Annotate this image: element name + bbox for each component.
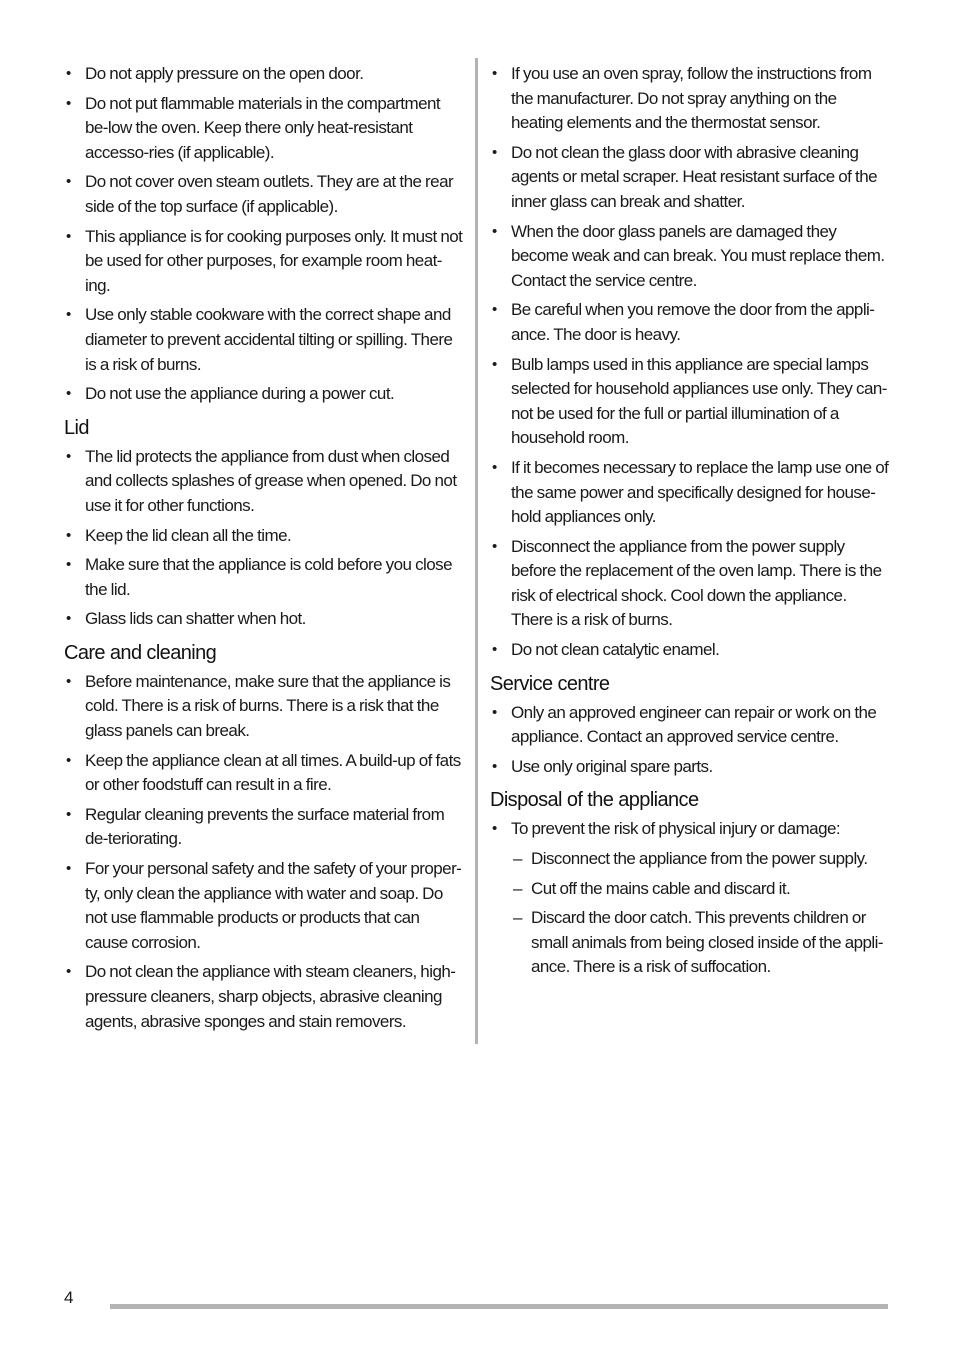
list-item: • This appliance is for cooking purposes only. It must not be used for other purposes, for example room heat-ing. (66, 226, 463, 295)
dash-icon: – (513, 908, 522, 928)
care-list (64, 670, 464, 1034)
bullet-icon: • (66, 751, 71, 769)
bullet-icon: • (66, 610, 71, 628)
sub-list-item: – Discard the door catch. This prevents children or small animals from being closed inside of the appli-ance. There is a risk of suffocation. (513, 908, 883, 977)
left-column (64, 62, 464, 1039)
list-item: • Use only original spare parts. (490, 755, 890, 780)
section-heading-service-centre: Service centre (490, 672, 610, 695)
list-item: • Make sure that the appliance is cold before you close the lid. (66, 555, 453, 599)
sub-list-item: – Cut off the mains cable and discard it. (511, 877, 890, 902)
section-heading-lid: Lid (64, 416, 89, 439)
bullet-icon: • (492, 301, 497, 319)
section-heading-disposal: Disposal of the appliance (490, 789, 699, 812)
list-item: • Glass lids can shatter when hot. (64, 607, 464, 632)
list-item: • Do not cover oven steam outlets. They are at the rear side of the top surface (if applicable). (66, 172, 454, 216)
disposal-sub-list (511, 847, 890, 980)
bullet-icon: • (492, 65, 497, 82)
list-item: • Keep the lid clean all the time. (64, 524, 464, 549)
service-list (490, 701, 890, 780)
sub-list-item: – Disconnect the appliance from the power supply. (511, 847, 890, 872)
footer-rule (110, 1304, 888, 1309)
dash-icon: – (513, 878, 522, 898)
list-item: • When the door glass panels are damaged they become weak and can break. You must replace them. Contact the service centre. (492, 221, 885, 290)
bullet-icon: • (492, 757, 497, 775)
section-heading-care-and-cleaning: Care and cleaning (64, 641, 217, 664)
bullet-icon: • (66, 556, 71, 574)
list-item: • If you use an oven spray, follow the instructions from the manufacturer. Do not spray anything on the heating elements and the thermostat sensor. (492, 64, 872, 133)
bullet-icon: • (66, 963, 71, 981)
list-item: • Only an approved engineer can repair or work on the appliance. Contact an approved service centre. (492, 702, 877, 747)
bullet-icon: • (66, 447, 71, 465)
bullet-icon: • (66, 306, 71, 324)
column-divider (475, 58, 478, 1044)
list-item: • Do not clean the appliance with steam cleaners, high-pressure cleaners, sharp objects, abrasive cleaning agents, abrasive sponges and stain removers. (66, 962, 456, 1031)
bullet-icon: • (492, 222, 497, 240)
list-item: • Keep the appliance clean at all times. A build-up of fats or other foodstuff can result in a fire. (66, 750, 461, 795)
bullet-icon: • (66, 526, 71, 544)
bullet-icon: • (66, 227, 71, 245)
care-continued-list (490, 62, 890, 663)
disposal-list (490, 817, 890, 980)
list-item: • For your personal safety and the safety of your proper-ty, only clean the appliance with water and soap. Do not use flammable products or products that can cause corrosion. (66, 859, 462, 952)
list-item: • Use only stable cookware with the correct shape and diameter to prevent accidental tilting or spilling. There is a risk of burns. (66, 305, 453, 374)
bullet-icon: • (66, 65, 71, 82)
bullet-icon: • (66, 173, 71, 191)
dash-icon: – (513, 849, 522, 869)
list-item: • Regular cleaning prevents the surface material from de-teriorating. (66, 804, 445, 849)
list-item: • Disconnect the appliance from the power supply before the replacement of the oven lamp. There is the risk of electrical shock. Cool down the appliance. There is a risk of burns. (492, 536, 882, 630)
list-item: • Do not clean catalytic enamel. (490, 638, 890, 663)
list-item: • Be careful when you remove the door from the appli-ance. The door is heavy. (492, 300, 875, 344)
list-item: • The lid protects the appliance from dust when closed and collects splashes of grease when opened. Do not use it for other functions. (66, 446, 457, 515)
bullet-icon: • (492, 537, 497, 555)
list-item: • Do not apply pressure on the open door. (64, 62, 464, 87)
list-item: • Do not put flammable materials in the compartment be-low the oven. Keep there only heat-resistant accesso-ries (if applicable). (66, 93, 441, 162)
lid-list (64, 445, 464, 632)
list-item: • If it becomes necessary to replace the lamp use one of the same power and specifically designed for house-hold appliances only. (492, 457, 889, 527)
bullet-icon: • (66, 385, 71, 403)
page-number: 4 (64, 1288, 74, 1307)
bullet-icon: • (492, 143, 497, 161)
bullet-icon: • (492, 641, 497, 659)
list-item: • Bulb lamps used in this appliance are special lamps selected for household appliances use only. They can-not be used for the full or partial illumination of a household room. (492, 354, 887, 448)
list-item: • Do not use the appliance during a power cut. (64, 382, 464, 407)
bullet-icon: • (66, 860, 71, 878)
safety-list (64, 62, 464, 407)
bullet-icon: • (66, 94, 71, 112)
bullet-icon: • (66, 672, 71, 690)
list-item: • To prevent the risk of physical injury or damage: – Disconnect the appliance from the power supply. – Cut off the mains cable and discard it. – Discard the door catch. This prevents children or small animals from being closed inside of the appli-ance. There is a risk of suffocation. (490, 817, 890, 980)
bullet-icon: • (492, 703, 497, 721)
bullet-icon: • (492, 355, 497, 373)
list-item: • Before maintenance, make sure that the appliance is cold. There is a risk of burns. There is a risk that the glass panels can break. (66, 671, 451, 741)
bullet-icon: • (492, 458, 497, 476)
right-column (490, 62, 890, 985)
bullet-icon: • (492, 820, 497, 838)
bullet-icon: • (66, 805, 71, 823)
list-item: • Do not clean the glass door with abrasive cleaning agents or metal scraper. Heat resistant surface of the inner glass can break and shatter. (492, 142, 877, 211)
